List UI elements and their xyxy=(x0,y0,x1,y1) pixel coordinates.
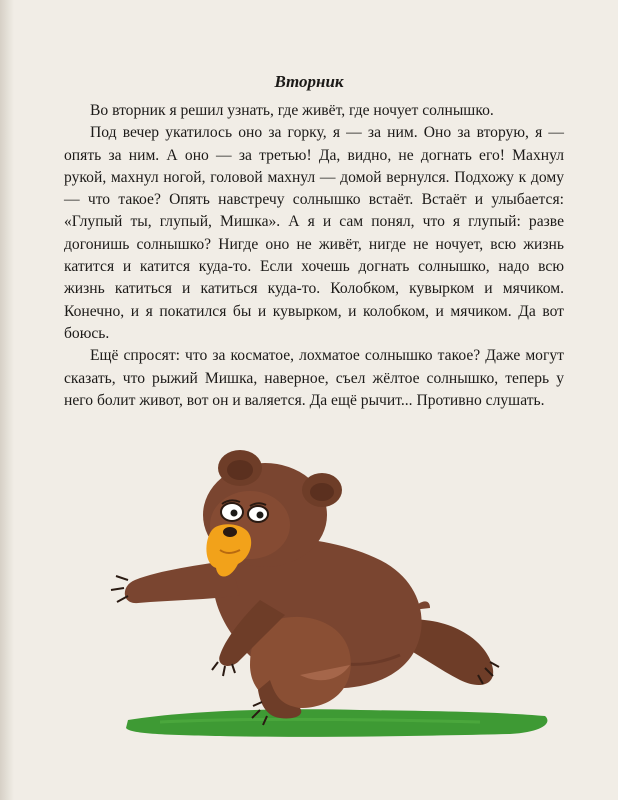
paragraph: Под вечер укатилось оно за горку, я — за ним. Оно за вторую, я — опять за ним. А оно — за третью! Да, видно, не догнать его! Махнул рукой, махнул ногой, головой махнул — домой вернулся. Подхожу к дому — что такое? Опять навстречу солнышко встаёт. Встаёт и улыбается: «Глупый ты, глупый, Мишка». А я и сам понял, что я глупый: разве догонишь солнышко? Нигде оно не живёт, нигде не ночует, всю жизнь катится и катится куда-то. Если хочешь догнать солнышко, надо всю жизнь катиться и катиться куда-то. Колобком, кувырком и мячиком. Конечно, и я покатился бы и кувырком, и колобком, и мячиком. Да вот боюсь. xyxy=(64,124,564,342)
paragraph: Ещё спросят: что за косматое, лохматое солнышко такое? Даже могут сказать, что рыжий Мишка, наверное, съел жёлтое солнышко, теперь у него болит живот, вот он и валяется. Да ещё рычит... Противно слушать. xyxy=(64,347,564,409)
bear-illustration xyxy=(100,440,560,740)
grass-patch xyxy=(126,709,547,737)
paragraph: Во вторник я решил узнать, где живёт, где ночует солнышко. xyxy=(90,102,494,119)
chapter-title: Вторник xyxy=(274,72,344,91)
page-spine-shadow xyxy=(0,0,14,800)
chapter-text xyxy=(64,100,564,412)
